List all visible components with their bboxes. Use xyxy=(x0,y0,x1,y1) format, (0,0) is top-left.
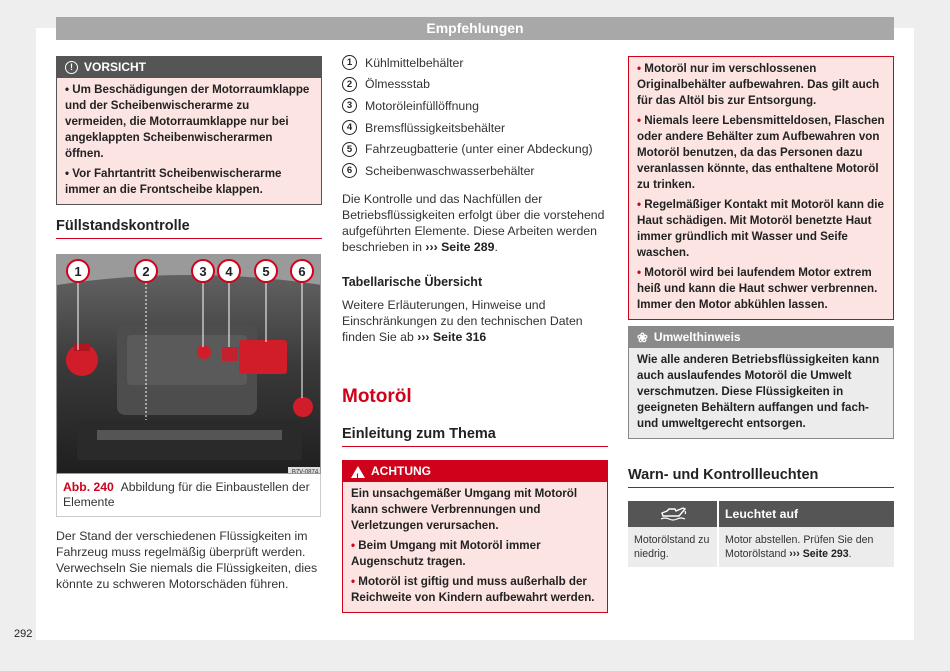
header-bar xyxy=(56,17,894,40)
figure-callout-label: 5 xyxy=(262,264,270,279)
vorsicht-item: • Um Beschädigungen der Motorraumklappe und der Scheibenwischerarme zu vermeiden, die Motorraumklappe nur bei angeklappten Scheibenwischerarmen öffnen. xyxy=(65,83,310,160)
engine-figure xyxy=(56,254,321,474)
section-title-warnleuchten: Warn- und Kontrollleuchten xyxy=(628,467,894,488)
achtung-title: ACHTUNG xyxy=(371,464,431,478)
warnleuchten-table xyxy=(628,501,894,567)
figure-callout-label: 6 xyxy=(298,264,306,279)
warning-item: • Motoröl wird bei laufendem Motor extrem heiß und kann die Haut schwer verbrennen. Immer den Motor abkühlen lassen. xyxy=(637,266,878,311)
figure-code: B7V-0874 xyxy=(291,469,319,474)
page-link[interactable]: ››› Seite 316 xyxy=(417,330,487,344)
figure-callout-label: 4 xyxy=(225,264,233,279)
achtung-header xyxy=(343,461,607,482)
list-item: 6 Scheibenwaschwasserbehälter xyxy=(342,160,612,182)
engine-illustration xyxy=(57,255,321,474)
page-link[interactable]: ››› Seite 289 xyxy=(425,240,495,254)
table-header-row xyxy=(628,501,894,527)
vorsicht-item: • Vor Fahrtantritt Scheibenwischerarme immer an die Frontscheibe klappen. xyxy=(65,167,282,196)
oil-lamp-header xyxy=(628,501,718,527)
achtung-box xyxy=(342,460,608,613)
umwelt-box xyxy=(628,326,894,439)
warnleuchten-table-wrap xyxy=(628,501,894,567)
page-link[interactable]: ››› Seite 293 xyxy=(789,548,849,560)
achtung-item: • Motoröl ist giftig und muss außerhalb der Reichweite von Kindern aufbewahrt werden. xyxy=(351,575,595,604)
warning-item: • Motoröl nur im verschlossenen Originalbehälter aufbewahren. Das gilt auch für das Altöl bis zur Entsorgung. xyxy=(637,62,880,107)
umwelt-title: Umwelthinweis xyxy=(653,330,741,344)
column-header-leuchtet: Leuchtet auf xyxy=(718,501,894,527)
vorsicht-header xyxy=(57,57,321,78)
figure-callout-label: 2 xyxy=(142,264,150,279)
section-title-einleitung: Einleitung zum Thema xyxy=(342,426,608,447)
achtung-item: • Beim Umgang mit Motoröl immer Augenschutz tragen. xyxy=(351,539,541,568)
warning-item: • Niemals leere Lebensmitteldosen, Flaschen oder andere Behälter zum Aufbewahren von Motoröl benutzen, da das Personen dazu veranlassen könnte, das enthaltene Motoröl zu trinken. xyxy=(637,114,885,191)
list-item: 4 Bremsflüssigkeitsbehälter xyxy=(342,117,612,139)
figure-caption xyxy=(56,474,321,517)
warning-item: • Regelmäßiger Kontakt mit Motoröl kann die Haut schädigen. Mit Motoröl benetzte Haut immer gründlich mit Wasser und Seife waschen. xyxy=(637,198,884,259)
header-title: Empfehlungen xyxy=(426,20,524,36)
uebersicht-paragraph: Weitere Erläuterungen, Hinweise und Einschränkungen zu den technischen Daten finden Sie ab ››› Seite 316 xyxy=(342,298,583,344)
kontrolle-paragraph: Die Kontrolle und das Nachfüllen der Betriebsflüssigkeiten erfolgt über die vorstehend aufgeführten Elemente. Diese Arbeiten werden beschrieben in ››› Seite 289. xyxy=(342,192,605,254)
vorsicht-title: VORSICHT xyxy=(84,60,147,74)
achtung-intro: Ein unsachgemäßer Umgang mit Motoröl kann schwere Verbrennungen und Verletzungen verursachen. xyxy=(351,487,578,532)
umwelt-header xyxy=(629,327,893,348)
umwelt-body: Wie alle anderen Betriebsflüssigkeiten kann auch auslaufendes Motoröl die Umwelt verschmutzen. Diese Flüssigkeiten in geeigneten Behältern auffangen und fach- und umweltgerecht entsorgen. xyxy=(637,353,880,430)
table-cell-action: Motor abstellen. Prüfen Sie den Motorölstand ››› Seite 293. xyxy=(718,527,894,567)
chapter-title-motoroel: Motoröl xyxy=(342,386,412,407)
table-row xyxy=(628,527,894,567)
figure-callout-label: 1 xyxy=(74,264,82,279)
achtung-body xyxy=(343,482,607,612)
component-list xyxy=(342,52,612,182)
figure-caption-text: Abbildung für die Einbaustellen der Elemente xyxy=(63,480,310,509)
list-item: 1 Kühlmittelbehälter xyxy=(342,52,612,74)
warning-triangle-icon xyxy=(351,466,365,478)
vorsicht-box xyxy=(56,56,322,205)
list-item: 2 Ölmessstab xyxy=(342,74,612,96)
fuellstand-paragraph: Der Stand der verschiedenen Flüssigkeiten im Fahrzeug muss regelmäßig überprüft werden. Verwechseln Sie niemals die Flüssigkeiten, dies könnte zu schweren Motorschäden führen. xyxy=(56,529,318,591)
motoroel-warning-box xyxy=(628,56,894,320)
leaf-icon: ❀ xyxy=(637,330,648,345)
page-number: 292 xyxy=(14,628,33,640)
list-item: 5 Fahrzeugbatterie (unter einer Abdeckung) xyxy=(342,138,612,160)
subheading-tabellarisch: Tabellarische Übersicht xyxy=(342,275,483,289)
section-title-fuellstand: Füllstandskontrolle xyxy=(56,218,322,239)
info-icon: ! xyxy=(65,61,78,74)
figure-callout-label: 3 xyxy=(199,264,207,279)
oil-can-icon xyxy=(659,505,687,521)
motoroel-warning-body xyxy=(629,57,893,319)
list-item: 3 Motoröleinfüllöffnung xyxy=(342,95,612,117)
figure-label: Abb. 240 xyxy=(63,480,114,494)
vorsicht-body xyxy=(57,78,321,204)
table-cell-condition: Motorölstand zu niedrig. xyxy=(628,527,718,567)
